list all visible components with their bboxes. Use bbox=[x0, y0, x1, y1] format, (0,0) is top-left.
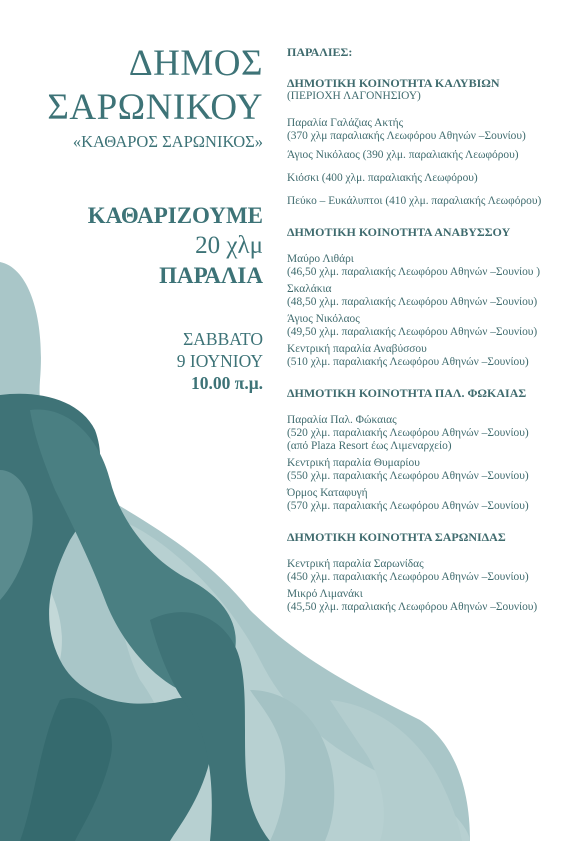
list-item: Πεύκο – Ευκάλυπτοι (410 χλμ. παραλιακής Λεωφόρου) bbox=[287, 195, 542, 207]
list-item-detail: (45,50 χλμ. παραλιακής Λεωφόρου Αθηνών –Σουνίου) bbox=[287, 601, 538, 613]
title-line-2: ΣΑΡΩΝΙΚΟΥ bbox=[47, 87, 263, 128]
event-time: 10.00 π.μ. bbox=[190, 373, 263, 393]
municipality-title bbox=[47, 42, 263, 130]
list-item: Σκαλάκια bbox=[287, 283, 332, 295]
list-item-detail: (49,50 χλμ. παραλιακής Λεωφόρου Αθηνών –Σουνίου) bbox=[287, 326, 538, 338]
headline-line-1: ΚΑΘΑΡΙΖΟΥΜΕ bbox=[87, 203, 263, 228]
headline-line-3: ΠΑΡΑΛΙΑ bbox=[159, 263, 263, 288]
title-line-1: ΔΗΜΟΣ bbox=[128, 43, 263, 84]
list-item: Παραλία Γαλάζιας Ακτής bbox=[287, 117, 404, 129]
list-item-detail: (46,50 χλμ. παραλιακής Λεωφόρου Αθηνών –Σουνίου ) bbox=[287, 266, 541, 278]
event-day: ΣΑΒΒΑΤΟ bbox=[183, 329, 263, 349]
beaches-list bbox=[287, 46, 579, 614]
section-heading-saronida: ΔΗΜΟΤΙΚΗ ΚΟΙΝΟΤΗΤΑ ΣΑΡΩΝΙΔΑΣ bbox=[287, 530, 506, 544]
list-item: Κεντρική παραλία Θυμαρίου bbox=[287, 457, 420, 469]
section-heading-palaia-fokaia: ΔΗΜΟΤΙΚΗ ΚΟΙΝΟΤΗΤΑ ΠΑΛ. ΦΩΚΑΙΑΣ bbox=[287, 386, 527, 400]
list-item: Κεντρική παραλία Αναβύσσου bbox=[287, 343, 427, 355]
section-heading-kalyvia: ΔΗΜΟΤΙΚΗ ΚΟΙΝΟΤΗΤΑ ΚΑΛΥΒΙΩΝ bbox=[287, 76, 500, 90]
campaign-slogan: «ΚΑΘΑΡΟΣ ΣΑΡΩΝΙΚΟΣ» bbox=[72, 132, 263, 151]
section-heading-anavyssos: ΔΗΜΟΤΙΚΗ ΚΟΙΝΟΤΗΤΑ ΑΝΑΒΥΣΣΟΥ bbox=[287, 225, 511, 239]
list-item-detail: (370 χλμ παραλιακής Λεωφόρου Αθηνών –Σουνίου) bbox=[287, 130, 526, 142]
list-item: Μαύρο Λιθάρι bbox=[287, 253, 354, 265]
list-item-detail: (450 χλμ. παραλιακής Λεωφόρου Αθηνών –Σουνίου) bbox=[287, 571, 529, 583]
list-item: Όρμος Καταφυγή bbox=[287, 487, 368, 499]
list-item: Κεντρική παραλία Σαρωνίδας bbox=[287, 558, 424, 570]
list-item: Κιόσκι (400 χλμ. παραλιακής Λεωφόρου) bbox=[287, 172, 478, 184]
headline bbox=[88, 201, 263, 291]
list-item-detail: (570 χλμ. παραλιακής Λεωφόρου Αθηνών –Σουνίου) bbox=[287, 500, 529, 512]
list-item-detail: (από Plaza Resort έως Λιμεναρχείο) bbox=[287, 440, 452, 452]
list-item-detail: (48,50 χλμ. παραλιακής Λεωφόρου Αθηνών –Σουνίου) bbox=[287, 296, 538, 308]
event-date bbox=[177, 328, 263, 394]
list-item: Άγιος Νικόλαος (390 χλμ. παραλιακής Λεωφόρου) bbox=[287, 149, 519, 161]
section-sub-kalyvia: (ΠΕΡΙΟΧΗ ΛΑΓΟΝΗΣΙΟΥ) bbox=[287, 90, 421, 102]
list-item-detail: (550 χλμ. παραλιακής Λεωφόρου Αθηνών –Σουνίου) bbox=[287, 470, 529, 482]
list-item-detail: (510 χλμ. παραλιακής Λεωφόρου Αθηνών –Σουνίου) bbox=[287, 356, 529, 368]
beaches-label: ΠΑΡΑΛΙΕΣ: bbox=[287, 45, 353, 59]
list-item-detail: (520 χλμ. παραλιακής Λεωφόρου Αθηνών –Σουνίου) bbox=[287, 427, 529, 439]
event-date-text: 9 ΙΟΥΝΙΟΥ bbox=[176, 351, 263, 371]
list-item: Παραλία Παλ. Φώκαιας bbox=[287, 414, 397, 426]
list-item: Μικρό Λιμανάκι bbox=[287, 588, 363, 600]
list-item: Άγιος Νικόλαος bbox=[287, 313, 360, 325]
headline-line-2: 20 χλμ bbox=[195, 232, 263, 259]
